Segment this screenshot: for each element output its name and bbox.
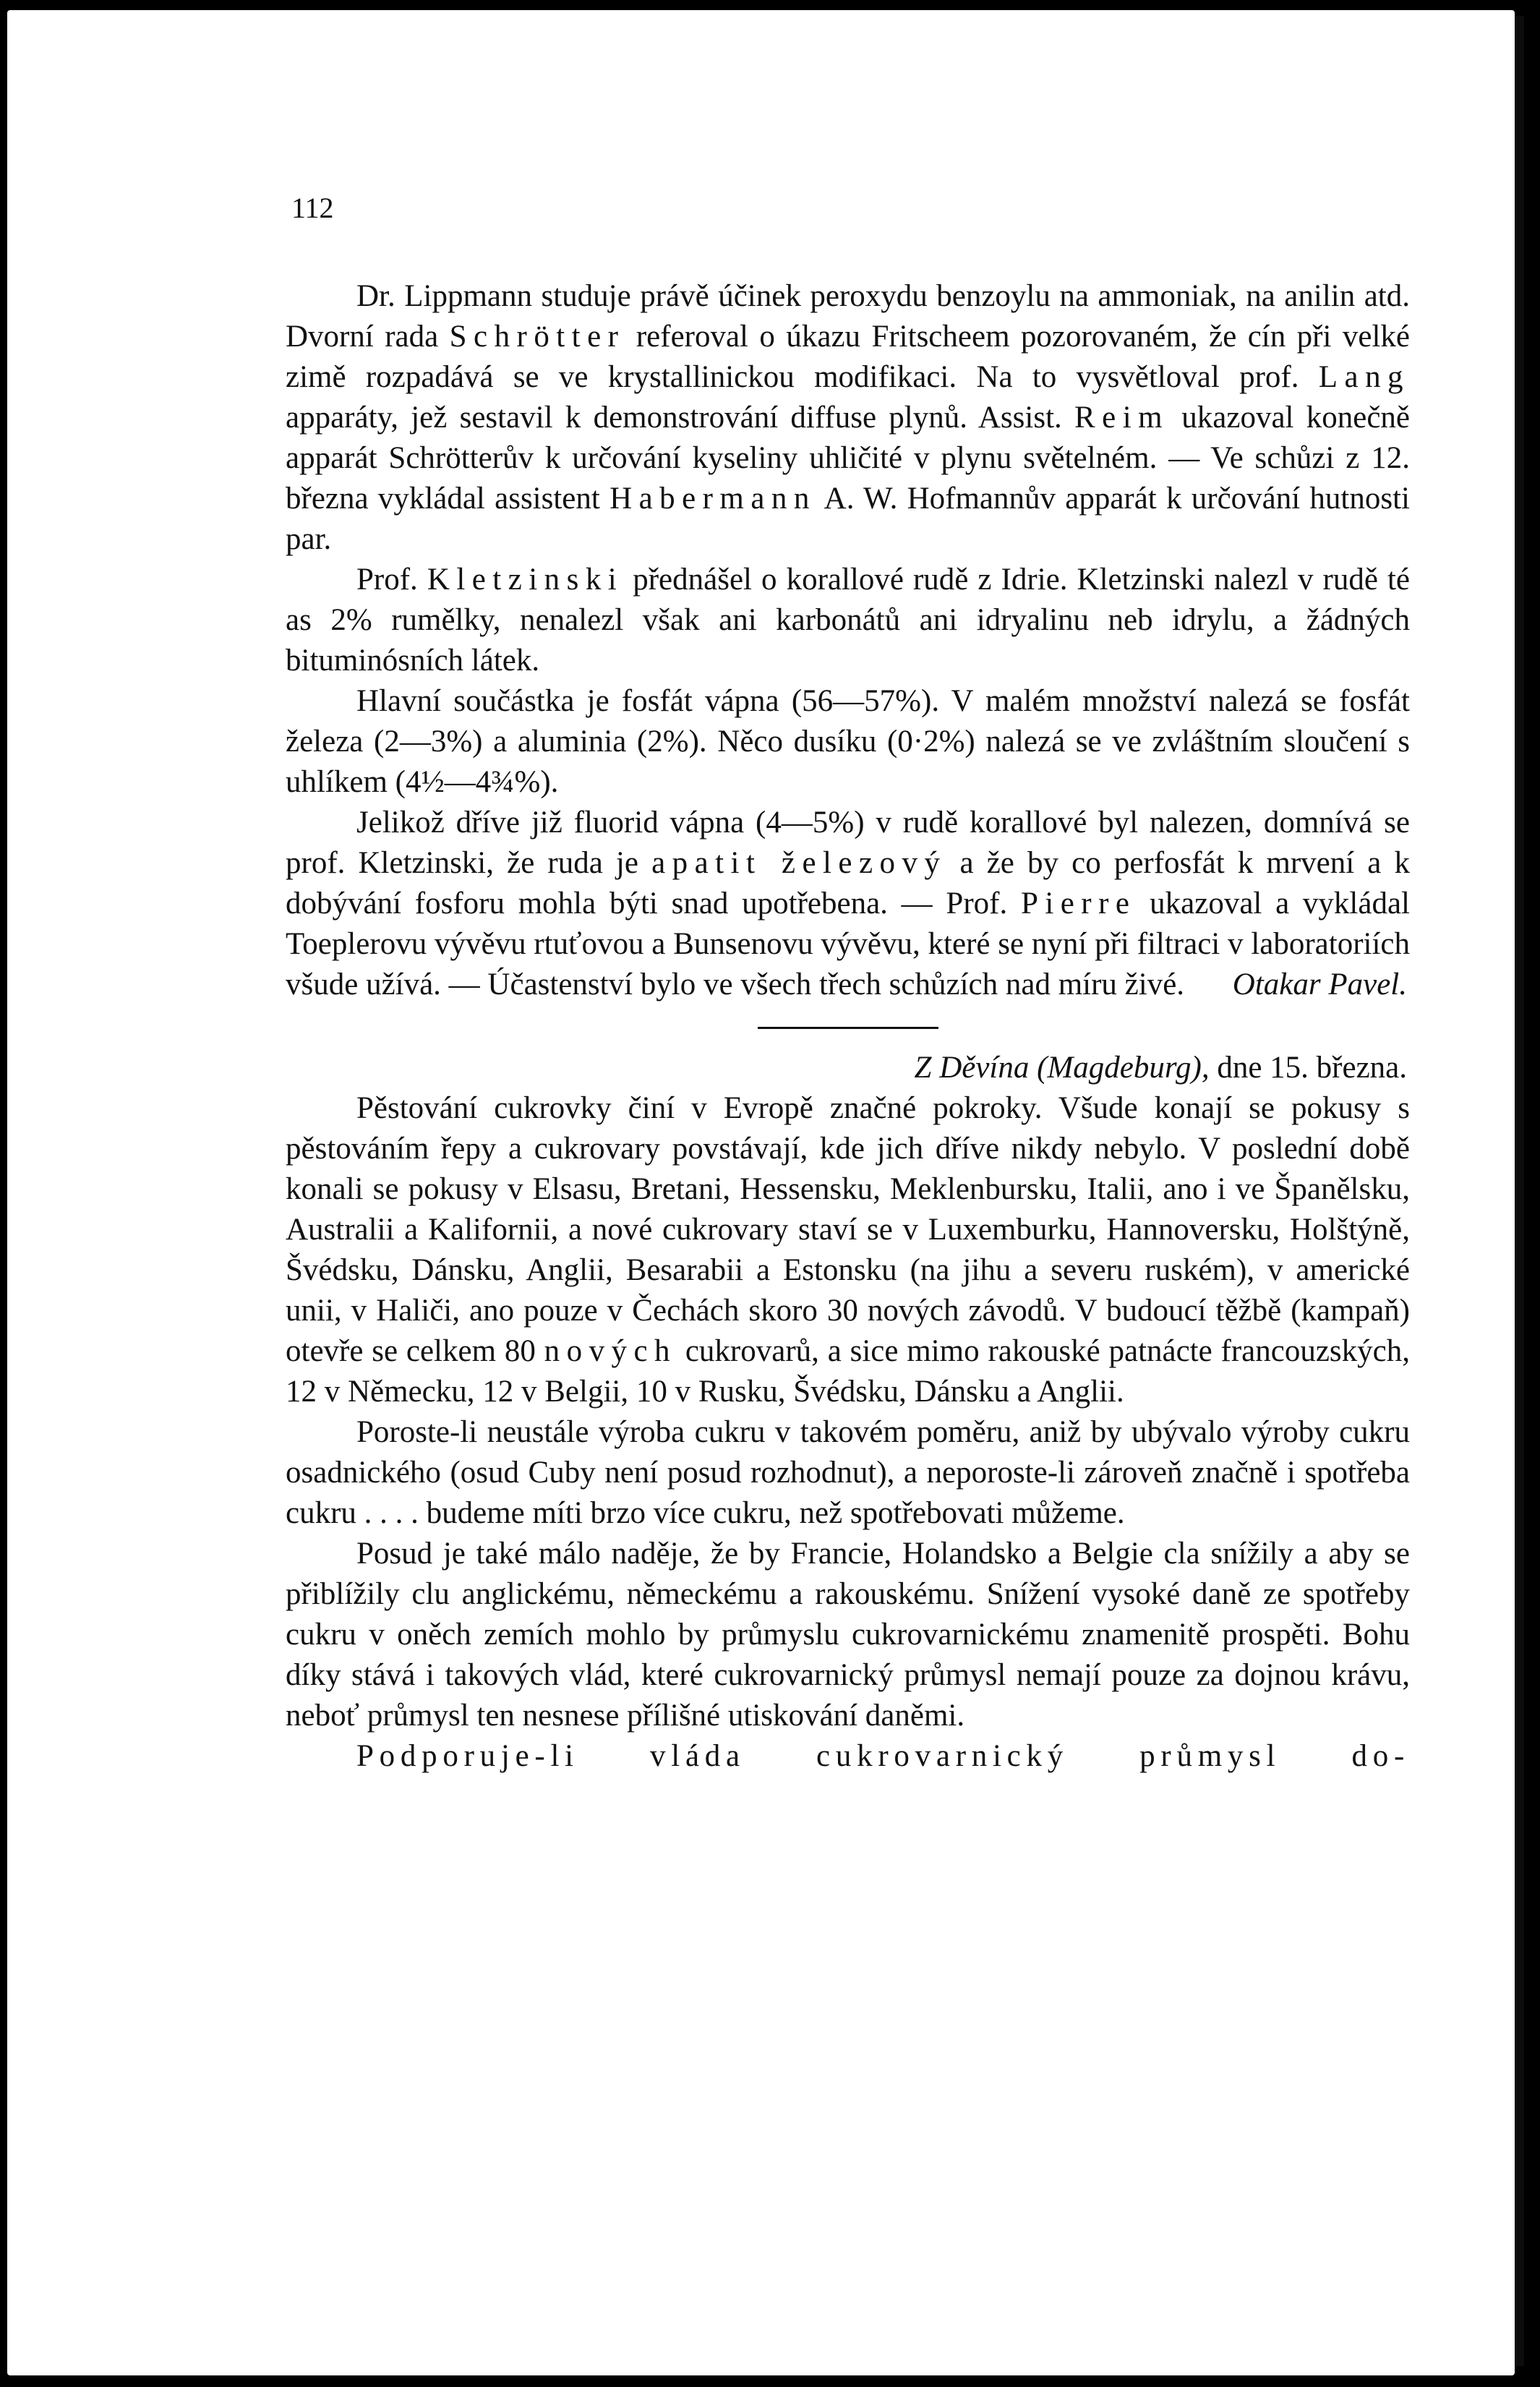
text-run: apparáty, jež sestavil k demonstrování diffuse plynů. Assist. — [286, 401, 1075, 435]
paragraph-3: Hlavní součástka je fosfát vápna (56—57%). V malém množství nalezá se fosfát železa (2—3%) a aluminia (2%). Něco dusíku (0·2%) nalezá se ve zvláštním sloučení s uhlíkem (4½—4¾%). — [286, 684, 1410, 799]
spaced-name: Reim — [1074, 401, 1170, 435]
scan-edge-shadow — [1515, 16, 1524, 2366]
page-sheet — [7, 10, 1515, 2375]
section-divider — [758, 1027, 938, 1029]
text-run: A. W. Hofmannův apparát k určování hutnosti par. — [286, 482, 1410, 556]
text-run: ukazoval a vykládal Toeplerovu vývěvu rtuťovou a Bunsenovu vývěvu, které se nyní při filtraci v laboratoriích všude užívá. — Účastenství bylo ve všech třech schůzích nad míru živé. — [286, 887, 1410, 1002]
text-run: Dr. Lippmann studuje právě účinek peroxydu benzoylu na ammoniak, na anilin atd. Dvorní rada — [286, 279, 1410, 354]
text-run: a že by co perfosfát k mrvení a k dobývání fosforu mohla býti snad upotřebena. — Prof. — [286, 846, 1410, 921]
article-body — [286, 276, 1410, 1777]
text-run: přednášel o korallové rudě z Idrie. Kletzinski nalezl v rudě té as 2% rumělky, nenalezl však ani karbonátů ani idryalinu neb idrylu, a žádných bituminósních látek. — [286, 563, 1410, 678]
paragraph-6: Poroste-li neustále výroba cukru v takovém poměru, aniž by ubývalo výroby cukru osadnického (osud Cuby není posud rozhodnut), a neporoste-li zároveň značně i spotřeba cukru . . . . budeme míti brzo více cukru, než spotřebovati můžeme. — [286, 1415, 1410, 1530]
dateline-place: Z Děvína (Magdeburg), — [914, 1051, 1210, 1085]
dateline-date: dne 15. března. — [1209, 1051, 1407, 1085]
spaced-name: Pierre — [1020, 887, 1137, 921]
paragraph-7: Posud je také málo naděje, že by Francie, Holandsko a Belgie cla snížily a aby se přiblížily clu anglickému, německému a rakouskému. Snížení vysoké daně ze spotřeby cukru v oněch zemích mohlo by průmyslu cukrovarnickému znamenitě prospěti. Bohu díky stává i takových vlád, které cukrovarnický průmysl nemají pouze za dojnou krávu, neboť průmysl ten nesnese přílišné utiskování daněmi. — [286, 1537, 1410, 1733]
paragraph-1 — [286, 276, 1410, 560]
dateline — [286, 1048, 1410, 1088]
paragraph-2 — [286, 560, 1410, 681]
spaced-name: Habermann — [609, 482, 816, 516]
spaced-word: nových — [544, 1334, 677, 1368]
paragraph-5 — [286, 1088, 1410, 1412]
spaced-phrase: apatit železový — [651, 846, 947, 880]
text-run: cukrovarů, a sice mimo rakouské patnácte francouzských, 12 v Německu, 12 v Belgii, 10 v Rusku, Švédsku, Dánsku a Anglii. — [286, 1334, 1410, 1409]
spaced-sentence: Podporuje-li vláda cukrovarnický průmysl do- — [356, 1739, 1410, 1773]
page-number: 112 — [291, 192, 334, 224]
text-run: ukazoval konečně apparát Schrötterův k určování kyseliny uhličité v plynu světelném. — Ve schůzi z 12. března vykládal assistent — [286, 401, 1410, 516]
paragraph-8 — [286, 1736, 1410, 1777]
text-run: Pěstování cukrovky činí v Evropě značné pokroky. Všude konají se pokusy s pěstováním řepy a cukrovary povstávají, kde jich dříve nikdy nebylo. V poslední době konali se pokusy v Elsasu, Bretani, Hessensku, Meklenbursku, Italii, ano i ve Španělsku, Australii a Kalifornii, a nové cukrovary staví se v Luxemburku, Hannoversku, Holštýně, Švédsku, Dánsku, Anglii, Besarabii a Estonsku (na jihu a severu ruském), v americké unii, v Haliči, ano pouze v Čechách skoro 30 nových závodů. V budoucí těžbě (kampaň) otevře se celkem 80 — [286, 1091, 1410, 1368]
text-run: Jelikož dříve již fluorid vápna (4—5%) v rudě korallové byl nalezen, domnívá se prof. Kletzinski, že ruda je — [286, 806, 1410, 880]
spaced-name: Kletzinski — [427, 563, 624, 597]
spaced-name: Lang — [1318, 360, 1410, 394]
text-run: Prof. — [356, 563, 427, 597]
spaced-name: Schrötter — [449, 320, 625, 354]
text-run: referoval o úkazu Fritscheem pozorovaném, že cín při velké zimě rozpadává se ve krystallinickou modifikaci. Na to vysvětloval prof. — [286, 320, 1410, 394]
signature: Otakar Pavel. — [1232, 968, 1407, 1002]
